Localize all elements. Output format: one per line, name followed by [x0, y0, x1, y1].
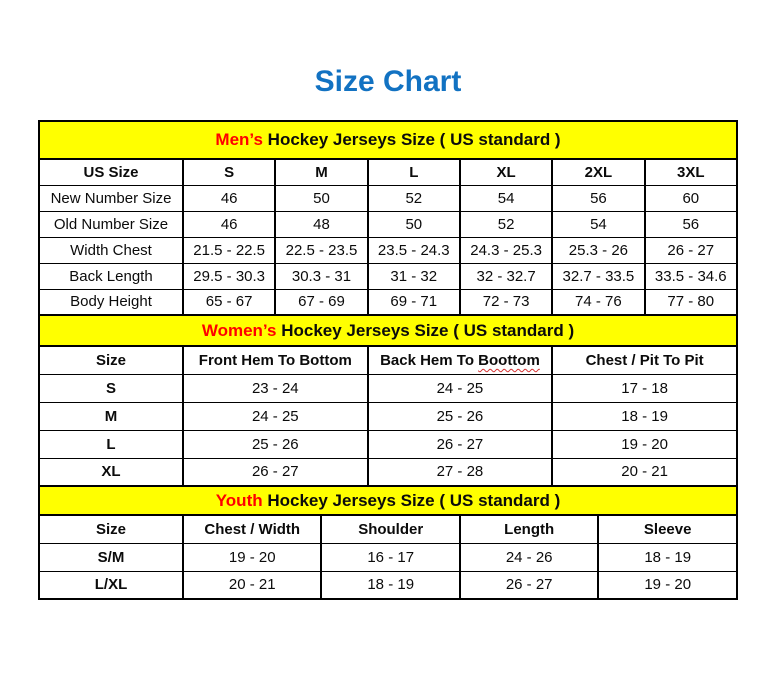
column-header-row-youth [39, 515, 737, 543]
value-cell: 54 [552, 211, 644, 237]
value-cell: 77 - 80 [645, 289, 737, 315]
section-band-row-mens [39, 121, 737, 159]
value-cell: 29.5 - 30.3 [183, 263, 275, 289]
value-cell: 50 [275, 185, 367, 211]
data-row [39, 402, 737, 430]
section-band-row-youth [39, 486, 737, 515]
data-row [39, 543, 737, 571]
value-cell: 23 - 24 [183, 374, 368, 402]
value-cell: 18 - 19 [598, 543, 737, 571]
column-header-cell [368, 346, 553, 374]
band-title-text: Hockey Jerseys Size ( US standard ) [262, 490, 561, 510]
row-label-cell: L [39, 430, 183, 458]
row-label-cell: Back Length [39, 263, 183, 289]
column-header-cell: M [275, 159, 367, 185]
value-cell: 23.5 - 24.3 [368, 237, 460, 263]
value-cell: 32 - 32.7 [460, 263, 552, 289]
value-cell: 20 - 21 [183, 571, 321, 599]
row-label-cell: L/XL [39, 571, 183, 599]
value-cell: 56 [645, 211, 737, 237]
column-header-cell: 2XL [552, 159, 644, 185]
column-header-cell: L [368, 159, 460, 185]
column-header-row-mens [39, 159, 737, 185]
value-cell: 18 - 19 [552, 402, 737, 430]
value-cell: 67 - 69 [275, 289, 367, 315]
value-cell: 52 [368, 185, 460, 211]
value-cell: 18 - 19 [321, 571, 459, 599]
column-header-text: Back Hem To [380, 351, 479, 369]
value-cell: 26 - 27 [368, 430, 553, 458]
row-label-cell: Old Number Size [39, 211, 183, 237]
value-cell: 56 [552, 185, 644, 211]
value-cell: 26 - 27 [183, 458, 368, 486]
size-chart-table [38, 120, 738, 600]
value-cell: 25 - 26 [183, 430, 368, 458]
value-cell: 50 [368, 211, 460, 237]
value-cell: 48 [275, 211, 367, 237]
value-cell: 65 - 67 [183, 289, 275, 315]
value-cell: 24 - 25 [183, 402, 368, 430]
page-title: Size Chart [314, 65, 462, 98]
data-row [39, 374, 737, 402]
value-cell: 54 [460, 185, 552, 211]
value-cell: 52 [460, 211, 552, 237]
value-cell: 19 - 20 [552, 430, 737, 458]
band-title-text: Hockey Jerseys Size ( US standard ) [276, 320, 575, 340]
value-cell: 21.5 - 22.5 [183, 237, 275, 263]
value-cell: 19 - 20 [183, 543, 321, 571]
value-cell: 19 - 20 [598, 571, 737, 599]
data-row [39, 430, 737, 458]
row-label-cell: Body Height [39, 289, 183, 315]
row-label-cell: XL [39, 458, 183, 486]
data-row [39, 571, 737, 599]
column-header-cell: Length [460, 515, 598, 543]
column-header-cell: Sleeve [598, 515, 737, 543]
column-header-cell: Shoulder [321, 515, 459, 543]
value-cell: 46 [183, 211, 275, 237]
value-cell: 46 [183, 185, 275, 211]
column-header-cell: Chest / Width [183, 515, 321, 543]
data-row [39, 237, 737, 263]
section-band-row-womens [39, 315, 737, 346]
band-title-text: Hockey Jerseys Size ( US standard ) [262, 130, 561, 149]
value-cell: 60 [645, 185, 737, 211]
value-cell: 72 - 73 [460, 289, 552, 315]
value-cell: 26 - 27 [645, 237, 737, 263]
value-cell: 25 - 26 [368, 402, 553, 430]
value-cell: 16 - 17 [321, 543, 459, 571]
data-row [39, 185, 737, 211]
row-label-cell: Width Chest [39, 237, 183, 263]
value-cell: 25.3 - 26 [552, 237, 644, 263]
value-cell: 26 - 27 [460, 571, 598, 599]
row-label-cell: S [39, 374, 183, 402]
data-row [39, 458, 737, 486]
data-row [39, 289, 737, 315]
data-row [39, 211, 737, 237]
column-header-cell: 3XL [645, 159, 737, 185]
value-cell: 69 - 71 [368, 289, 460, 315]
band-title-highlight: Youth [215, 490, 263, 510]
band-title-highlight: Men’s [215, 130, 263, 149]
section-band-cell [39, 315, 737, 346]
value-cell: 31 - 32 [368, 263, 460, 289]
value-cell: 33.5 - 34.6 [645, 263, 737, 289]
column-header-cell: Chest / Pit To Pit [552, 346, 737, 374]
column-header-cell: US Size [39, 159, 183, 185]
section-band-cell [39, 121, 737, 159]
section-band-cell [39, 486, 737, 515]
data-row [39, 263, 737, 289]
column-header-cell: XL [460, 159, 552, 185]
value-cell: 22.5 - 23.5 [275, 237, 367, 263]
row-label-cell: S/M [39, 543, 183, 571]
value-cell: 32.7 - 33.5 [552, 263, 644, 289]
column-header-row-womens [39, 346, 737, 374]
value-cell: 74 - 76 [552, 289, 644, 315]
value-cell: 24 - 26 [460, 543, 598, 571]
column-header-cell: Front Hem To Bottom [183, 346, 368, 374]
value-cell: 27 - 28 [368, 458, 553, 486]
value-cell: 20 - 21 [552, 458, 737, 486]
misspelled-word: Boottom [478, 351, 540, 369]
value-cell: 24.3 - 25.3 [460, 237, 552, 263]
value-cell: 30.3 - 31 [275, 263, 367, 289]
column-header-cell: Size [39, 346, 183, 374]
column-header-cell: Size [39, 515, 183, 543]
row-label-cell: M [39, 402, 183, 430]
value-cell: 24 - 25 [368, 374, 553, 402]
column-header-cell: S [183, 159, 275, 185]
value-cell: 17 - 18 [552, 374, 737, 402]
band-title-highlight: Women’s [201, 320, 277, 340]
row-label-cell: New Number Size [39, 185, 183, 211]
